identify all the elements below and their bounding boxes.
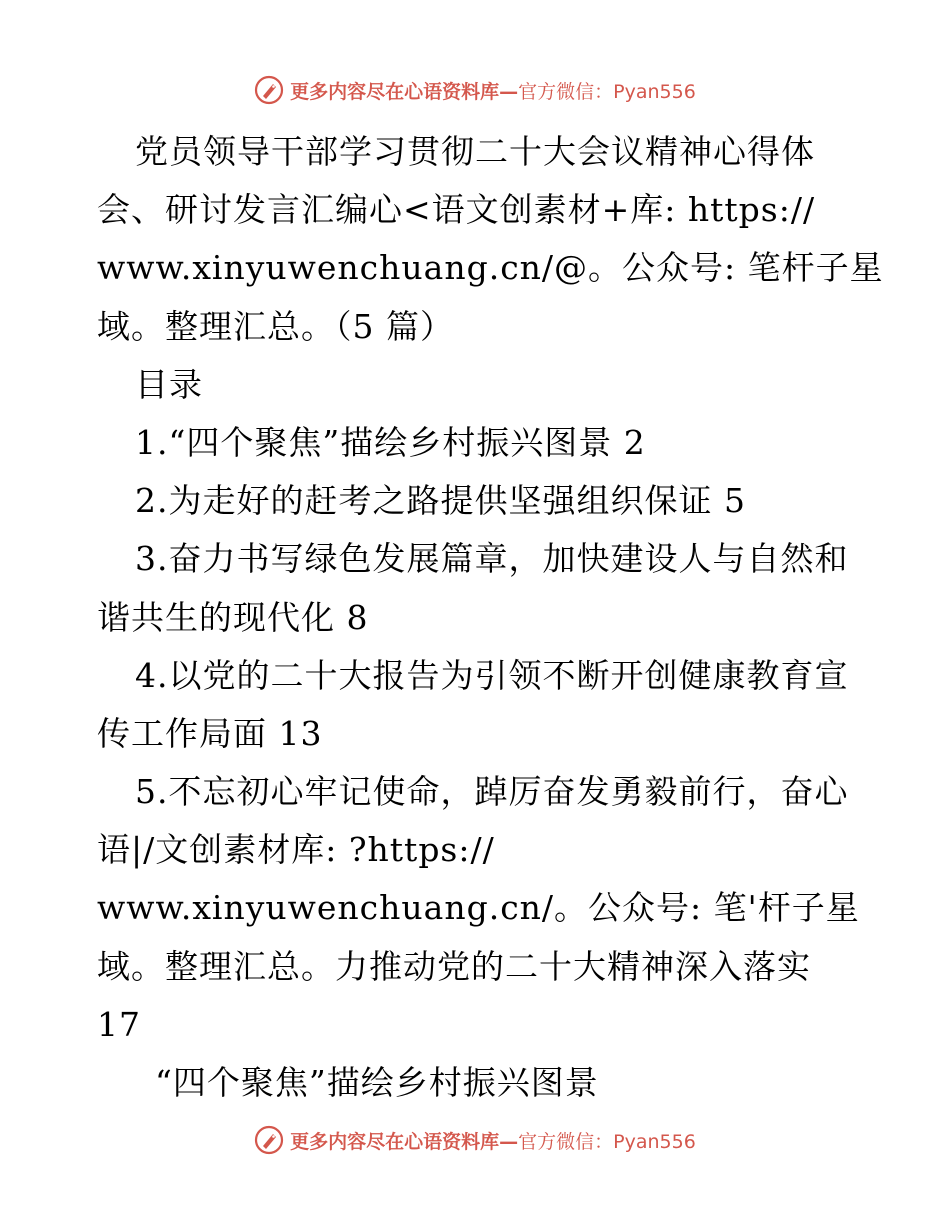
- toc-item-5-cont-2: www.xinyuwenchuang.cn/。公众号: 笔'杆子星: [97, 888, 860, 928]
- banner-dash: —: [499, 1130, 519, 1153]
- banner-left-text: 更多内容尽在心语资料库: [290, 80, 500, 103]
- doc-title-line-2: 会、研讨发言汇编心<语文创素材+库: https://: [97, 190, 816, 230]
- document-body: [97, 123, 884, 1112]
- toc-item-3-cont: 谐共生的现代化 8: [97, 597, 369, 637]
- section-heading-1: “四个聚焦”描绘乡村振兴图景: [155, 1063, 599, 1102]
- toc-item-4: 4.以党的二十大报告为引领不断开创健康教育宣: [135, 655, 849, 695]
- banner-text: [290, 1127, 696, 1154]
- toc-item-1: 1.“四个聚焦”描绘乡村振兴图景 2: [135, 422, 646, 462]
- pen-nib-logo-icon: [254, 75, 284, 105]
- header-watermark-banner: [0, 70, 950, 110]
- banner-dash: —: [499, 80, 519, 103]
- toc-heading: 目录: [135, 364, 203, 404]
- pen-nib-logo-icon: [254, 1125, 284, 1155]
- banner-wechat-text: 官方微信：Pyan556: [518, 80, 696, 103]
- toc-item-5: 5.不忘初心牢记使命，踔厉奋发勇毅前行，奋心: [135, 772, 849, 812]
- toc-item-3: 3.奋力书写绿色发展篇章，加快建设人与自然和: [135, 539, 849, 579]
- footer-watermark-banner: [0, 1120, 950, 1160]
- doc-title-line-1: 党员领导干部学习贯彻二十大会议精神心得体: [135, 132, 815, 171]
- toc-item-2: 2.为走好的赶考之路提供坚强组织保证 5: [135, 481, 746, 521]
- doc-title-line-3: www.xinyuwenchuang.cn/@。公众号: 笔杆子星: [97, 248, 884, 288]
- banner-wechat-text: 官方微信：Pyan556: [518, 1130, 696, 1153]
- banner-text: [290, 77, 696, 104]
- toc-item-5-page: 17: [97, 1004, 141, 1044]
- toc-item-4-cont: 传工作局面 13: [97, 713, 323, 753]
- doc-title-line-4: 域。整理汇总。（5 篇）: [97, 306, 454, 346]
- toc-item-5-cont-1: 语|/文创素材库: ?https://: [97, 830, 495, 870]
- banner-left-text: 更多内容尽在心语资料库: [290, 1130, 500, 1153]
- toc-item-5-cont-3: 域。整理汇总。力推动党的二十大精神深入落实: [97, 946, 811, 986]
